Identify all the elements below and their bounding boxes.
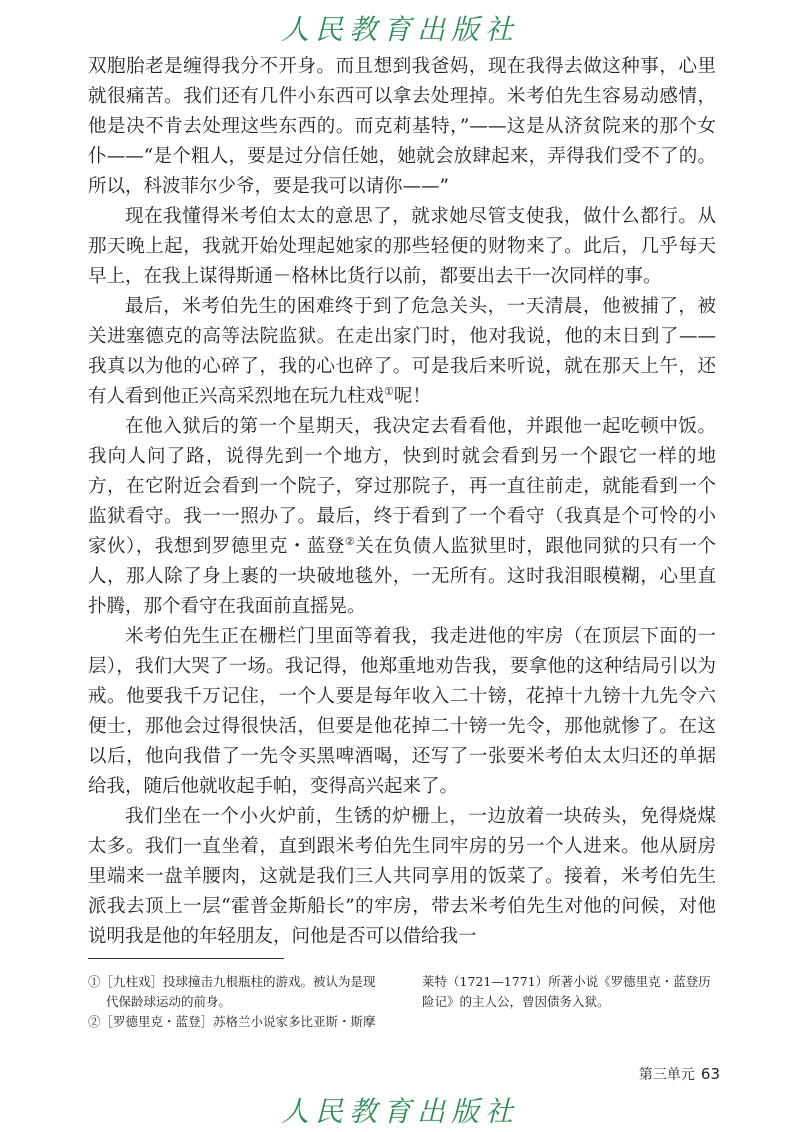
unit-label: 第三单元 [638, 1067, 695, 1083]
footnotes-right-column [422, 972, 722, 1012]
publisher-header: 人民教育出版社 [280, 13, 519, 46]
footnote-2-continued [422, 972, 722, 1012]
footnote-divider [88, 958, 284, 959]
footnote-mark-1[interactable]: ① [384, 384, 394, 398]
footnote-1-line-1: ①［九柱戏］投球撞击九根瓶柱的游戏。被认为是现 [88, 974, 376, 989]
paragraph-4 [88, 412, 716, 622]
paragraph-3 [88, 292, 716, 412]
paragraph-3-text-b: 呢！ [393, 386, 431, 407]
footnote-1-line-2: 代保龄球运动的前身。 [106, 994, 232, 1009]
footnote-2-line-1: ②［罗德里克・蓝登］苏格兰小说家多比亚斯・斯摩 [88, 1014, 376, 1029]
footnote-mark-2[interactable]: ② [344, 534, 356, 548]
footnote-1 [88, 972, 398, 1012]
footnote-2-line-3: 险记》的主人公，曾因债务入狱。 [422, 994, 610, 1009]
page-number: 63 [700, 1065, 720, 1083]
publisher-footer: 人民教育出版社 [280, 1095, 519, 1128]
paragraph-3-text-a: 最后，米考伯先生的困难终于到了危急关头，一天清晨，他被捕了，被关进塞德克的高等法院监狱。在走出家门时，他对我说，他的末日到了——我真以为他的心碎了，我的心也碎了。可是我后来听说，就在那天上午，还有人看到他正兴高采烈地在玩九柱戏 [88, 296, 716, 407]
paragraph-4-text-a: 在他入狱后的第一个星期天，我决定去看看他，并跟他一起吃顿中饭。我向人问了路，说得先到一个地方，快到时就会看到另一个跟它一样的地方，在它附近会看到一个院子，穿过那院子，再一直往前走，就能看到一个监狱看守。我一一照办了。最后，终于看到了一个看守（我真是个可怜的小家伙），我想到罗德里克・蓝登 [88, 416, 716, 557]
paragraph-2: 现在我懂得米考伯太太的意思了，就求她尽管支使我，做什么都行。从那天晚上起，我就开始处理起她家的那些轻便的财物来了。此后，几乎每天早上，在我上谋得斯通－格林比货行以前，都要出去干一次同样的事。 [88, 206, 716, 287]
paragraph-1: 双胞胎老是缠得我分不开身。而且想到我爸妈，现在我得去做这种事，心里就很痛苦。我们还有几件小东西可以拿去处理掉。米考伯先生容易动感情，他是决不肯去处理这些东西的。而克莉基特，”——这是从济贫院来的那个女仆——“是个粗人，要是过分信任她，她就会放肆起来，弄得我们受不了的。所以，科波菲尔少爷，要是我可以请你——” [88, 56, 716, 197]
article-body [88, 52, 716, 952]
paragraph-4-text-b: 关在负债人监狱里时，跟他同狱的只有一个人，那人除了身上裹的一块破地毯外，一无所有。这时我泪眼模糊，心里直扑腾，那个看守在我面前直摇晃。 [88, 536, 716, 617]
footnote-2 [88, 1012, 398, 1032]
page-footer [600, 1064, 720, 1084]
footnote-2-line-2: 莱特（1721—1771）所著小说《罗德里克・蓝登历 [422, 974, 711, 989]
paragraph-5: 米考伯先生正在栅栏门里面等着我，我走进他的牢房（在顶层下面的一层），我们大哭了一场。我记得，他郑重地劝告我，要拿他的这种结局引以为戒。他要我千万记住，一个人要是每年收入二十镑，花掉十九镑十九先令六便士，那他会过得很快活，但要是他花掉二十镑一先令，那他就惨了。在这以后，他向我借了一先令买黑啤酒喝，还写了一张要米考伯太太归还的单据给我，随后他就收起手帕，变得高兴起来了。 [88, 626, 716, 797]
paragraph-6: 我们坐在一个小火炉前，生锈的炉栅上，一边放着一块砖头，免得烧煤太多。我们一直坐着，直到跟米考伯先生同牢房的另一个人进来。他从厨房里端来一盘羊腰肉，这就是我们三人共同享用的饭菜了。接着，米考伯先生派我去顶上一层“霍普金斯船长”的牢房，带去米考伯先生对他的问候，对他说明我是他的年轻朋友，问他是否可以借给我一 [88, 806, 716, 947]
footnotes-left-column [88, 972, 398, 1032]
